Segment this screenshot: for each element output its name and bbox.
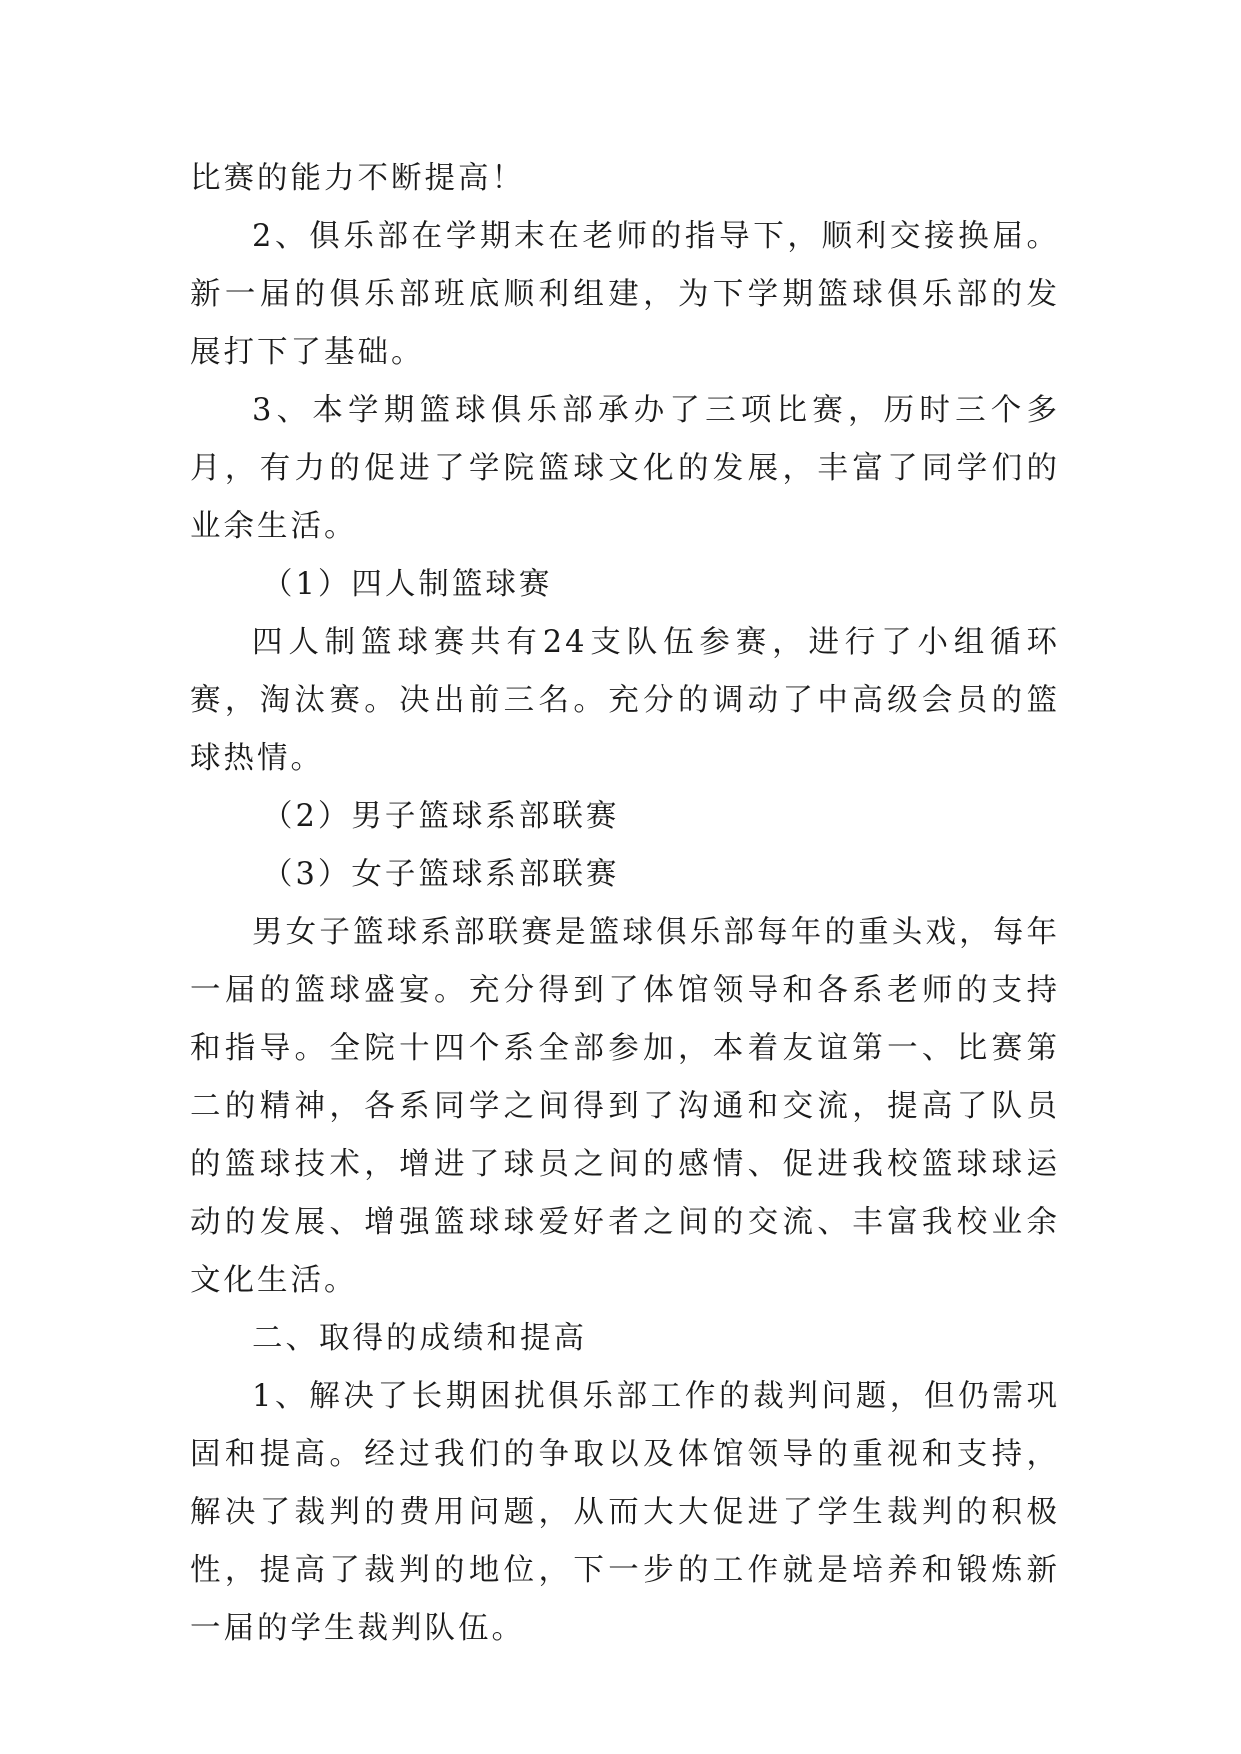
paragraph-department-league: 男女子篮球系部联赛是篮球俱乐部每年的重头戏，每年一届的篮球盛宴。充分得到了体馆领导和各系老师的支持和指导。全院十四个系全部参加，本着友谊第一、比赛第二的精神，各系同学之间得到了沟通和交流，提高了队员的篮球技术，增进了球员之间的感情、促进我校篮球球运动的发展、增强篮球球爱好者之间的交流、丰富我校业余文化生活。 [190,915,1060,1298]
paragraph-referee-issue: 1、解决了长期困扰俱乐部工作的裁判问题，但仍需巩固和提高。经过我们的争取以及体馆领导的重视和支持，解决了裁判的费用问题，从而大大促进了学生裁判的积极性，提高了裁判的地位，下一步的工作就是培养和锻炼新一届的学生裁判队伍。 [190,1379,1060,1646]
paragraph-continuation: 比赛的能力不断提高！ [190,161,525,196]
paragraph-club-handover: 2、俱乐部在学期末在老师的指导下，顺利交接换届。新一届的俱乐部班底顺利组建，为下学期篮球俱乐部的发展打下了基础。 [190,219,1060,370]
heading-four-player-game: （1）四人制篮球赛 [262,567,553,602]
heading-mens-league: （2）男子篮球系部联赛 [262,799,620,834]
paragraph-four-player-game: 四人制篮球赛共有24支队伍参赛，进行了小组循环赛，淘汰赛。决出前三名。充分的调动了中高级会员的篮球热情。 [190,625,1060,776]
heading-womens-league: （3）女子篮球系部联赛 [262,857,620,892]
paragraph-three-competitions: 3、本学期篮球俱乐部承办了三项比赛，历时三个多月，有力的促进了学院篮球文化的发展，丰富了同学们的业余生活。 [190,393,1060,544]
document-body [190,150,1060,1658]
section-heading-achievements: 二、取得的成绩和提高 [252,1321,587,1356]
